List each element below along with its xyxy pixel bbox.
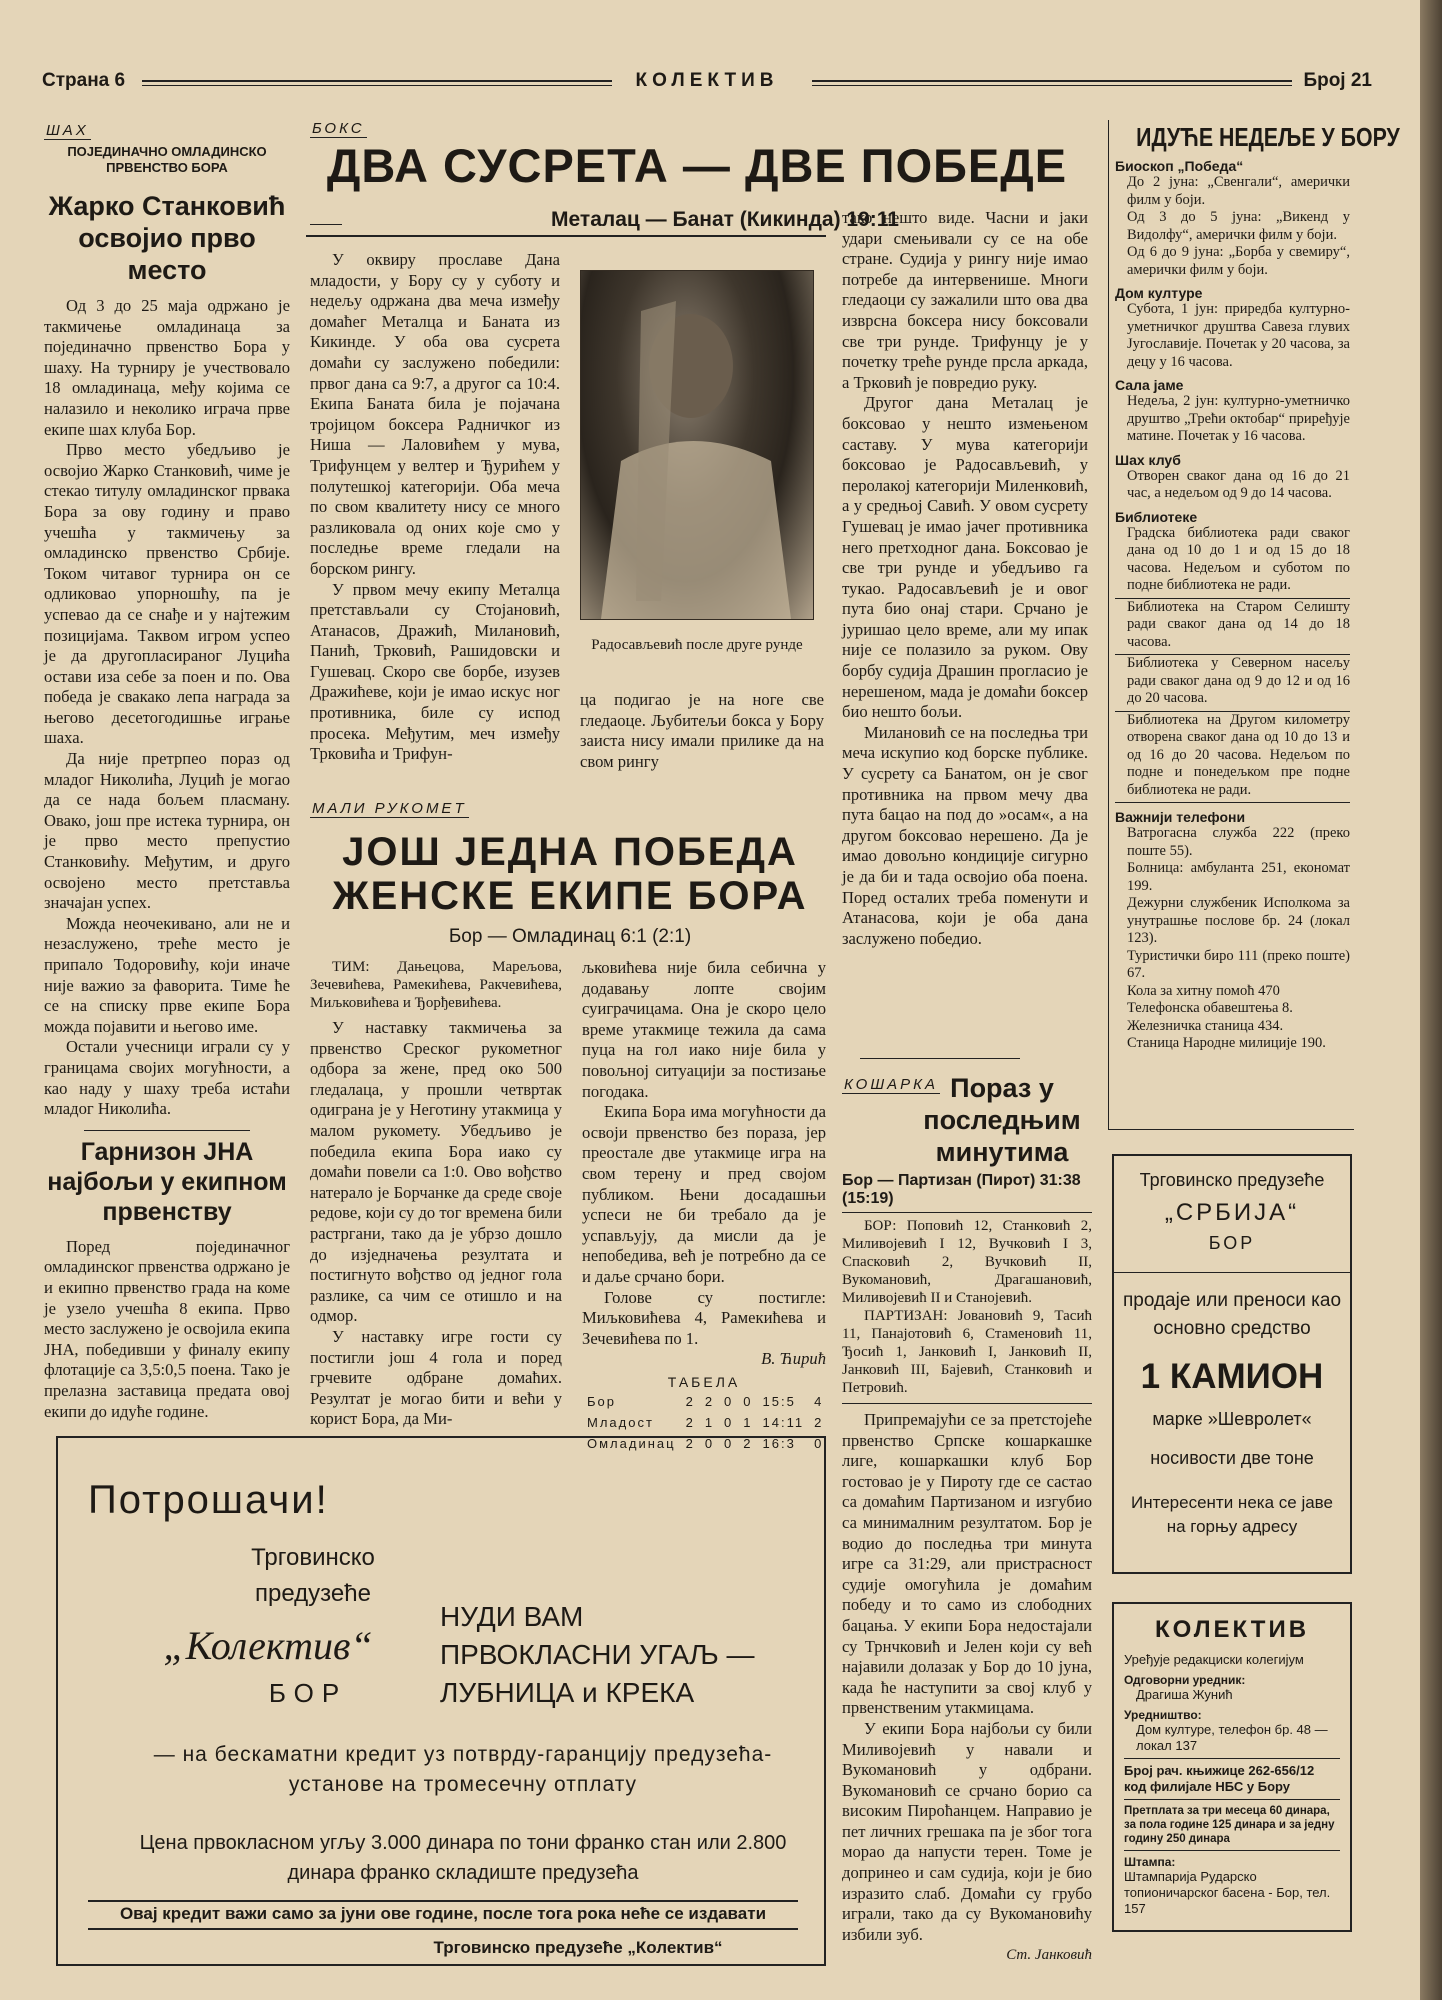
lineup-bor: БОР: Поповић 12, Станковић 2, Миливојевић I 12, Вучковић I 3, Спасковић 2, Вучковић II, Вукомановић, Драгашановић, Миливојевић II и Станојевић.	[842, 1218, 1092, 1306]
list-item: Ватрогасна служба 222 (преко поште 55).	[1127, 825, 1350, 859]
garrison-headline: Гарнизон ЈНА најбољи у екипном првенству	[47, 1137, 287, 1226]
standings-title: ТАБЕЛА	[667, 1373, 741, 1390]
table-row: Омладинац 2 0 0 2 16:3 0	[587, 1435, 824, 1451]
boxer-photo	[580, 270, 814, 620]
paragraph: У наставку такмичења за првенство Среског рукометног одбора за жене, пред око 500 гледалаца, у прошли четвртак одиграна је у Неготину утакмица у малом рукомету. Убедљиво је победила екипа Бора иако су домаћи повели са 1:0. Ово вођство натерало је Борчанке да среде своје редове, који су до тог времена били растргани, тако да је убрзо дошло до изједначења резултата и постигнуто вођство од једног гола разлике, са чим се отишло и на одмор.	[310, 1018, 562, 1326]
list-item: До 2 јуна: „Свенгали“, амерички филм у боји.	[1127, 174, 1350, 208]
handball-subhead: Бор — Омладинац 6:1 (2:1)	[448, 926, 692, 947]
boxing-col-1	[310, 250, 560, 765]
paragraph: Милановић се на последња три меча искупио код борске публике. У сусрету са Банатом, он је свог противника на првом мечу два пута бацао на под до »осам«, а на другом боксовао нерешено. Да је имао довољно кондиције сигурно је да би и тада освојио оба поена. Поред осталих треба поменути и Атанасова, који је оба дана заслужено победио.	[842, 722, 1088, 948]
next-week-box	[1108, 120, 1400, 1130]
editor-label: Одговорни уредник:	[1124, 1673, 1246, 1687]
print-label: Штампа:	[1124, 1855, 1176, 1869]
ad-greeting: Потрошачи!	[88, 1478, 329, 1522]
list-item: Туристички биро 111 (преко поште) 67.	[1127, 947, 1350, 981]
chess-body	[44, 296, 290, 1120]
boxing-headline: ДВА СУСРЕТА — ДВЕ ПОБЕДЕ	[326, 139, 1068, 192]
chess-headline: Жарко Станковић освојио прво место	[48, 191, 286, 285]
srbija-truck-ad	[1112, 1154, 1352, 1574]
ad-capacity: носивости две тоне	[1150, 1448, 1314, 1468]
chess-club-text: Отворен сваког дана од 16 до 21 час, а недељом од 9 до 14 часова.	[1127, 467, 1350, 501]
editor-name: Драгиша Жунић	[1136, 1687, 1233, 1702]
ad-signature: Трговинско предузеће „Колектив“	[433, 1938, 723, 1957]
print-text: Штампарија Рударско топионичарског басена - Бор, тел. 157	[1124, 1869, 1331, 1916]
list-item: Кола за хитну помоћ 470	[1127, 982, 1280, 999]
handball-col-2	[582, 958, 826, 1454]
list-item: Болница: амбуланта 251, економат 199.	[1127, 860, 1350, 894]
boxing-subhead: Металац — Банат (Кикинда) 19:11	[551, 208, 899, 231]
kolektiv-coal-ad	[56, 1436, 826, 1966]
next-week-title: ИДУЋЕ НЕДЕЉЕ У БОРУ	[1136, 122, 1400, 152]
table-row: Младост 2 1 0 1 14:11 2	[587, 1415, 824, 1431]
boxing-subhead-wrap	[310, 208, 899, 236]
handball-headline-1: ЈОШ ЈЕДНА ПОБЕДА	[342, 830, 798, 874]
ad-offer: НУДИ ВАМ ПРВОКЛАСНИ УГАЉ — ЛУБНИЦА и КРЕКА	[440, 1601, 755, 1708]
hall-heading: Сала јаме	[1115, 377, 1184, 393]
ad-credit: — на бескаматни кредит уз потврду-гаранцију предузећа-установе на тромесечну отплату	[153, 1743, 773, 1796]
list-item: Железничка станица 434.	[1127, 1017, 1284, 1034]
newspaper-title: КОЛЕКТИВ	[635, 70, 779, 91]
paragraph: У екипи Бора најбољи су били Миливојевић у навали и Вукомановић у одбрани. Вукомановић се срчано борио са високим Пироћанцем. Направио је пет личних грешака па је због тога морао да напусти терен. Томе је допринео и сам судија, који је био изразито слаб. Домаћи су грубо играли, тако да су Вукомановићу избили зуб.	[842, 1718, 1092, 1944]
paragraph: тако нешто виде. Часни и јаки удари смењивали су се на обе стране. Судија у рингу није имао потребе да интервенише. Многи гледаоци су зажалили што ова два изврсна боксера нису боксовали све три рунде. Трифунцу је у почетку треће рунде прсла аркада, а Трковић је повредио руку.	[842, 208, 1088, 392]
list-item: Од 6 до 9 јуна: „Борба у свемиру“, амерички филм у боји.	[1127, 244, 1350, 278]
handball-headline-2: ЖЕНСКЕ ЕКИПЕ БОРА	[332, 874, 808, 918]
chess-club-heading: Шах клуб	[1115, 451, 1181, 468]
paragraph: Да није претрпео пораз од младог Николића, Луцић је могао да се нада бољем пласману. Овако, још пре истека турнира, он је прво место препустио Станковићу. Међутим, и друго освојено место претставља значајан успех.	[44, 749, 290, 913]
section-label-boxing: БОКС	[312, 120, 365, 137]
imprint-line: Уређује редакциски колегијум	[1124, 1652, 1304, 1667]
section-label-basketball: КОШАРКА	[844, 1076, 939, 1093]
basketball-lineups	[842, 1217, 1092, 1397]
imprint-title: КОЛЕКТИВ	[1154, 1616, 1310, 1643]
cinema-heading: Биоскоп „Победа“	[1115, 158, 1244, 174]
paragraph: Поред појединачног омладинског првенства одржано је и екипно првенство града на коме је узело учешћа 8 екипа. Прво место заслужено је освојила екипа ЈНА, победивши у финалу екипу флотације са 3,5:0,5 поена. Тако је прелазна заставица предата овој екипи до идуће године.	[44, 1236, 290, 1421]
culture-text: Субота, 1 јун: приредба културно-уметничког друштва Савеза глувих Југославије. Почетак у 20 часова, за децу у 16 часова.	[1127, 301, 1350, 370]
basketball-headline: Пораз у последњим минутима	[923, 1073, 1081, 1167]
office-label: Уредништво:	[1124, 1708, 1202, 1722]
ad-offer: продаје или преноси као основно средство	[1122, 1290, 1342, 1339]
section-label-handball: МАЛИ РУКОМЕТ	[312, 800, 467, 817]
basketball-article	[842, 1072, 1092, 1964]
libraries-heading: Библиотеке	[1115, 508, 1198, 525]
list-item: Библиотека на Другом километру отворена сваког дана од 10 до 13 и од 16 до 20 часова. Недељом по подне и понедељком пре подне библиотека не ради.	[1115, 712, 1350, 804]
list-item: Библиотека у Северном насељу ради сваког дана од 9 до 12 и од 16 до 20 часова.	[1115, 655, 1350, 712]
handball-col-1	[310, 958, 562, 1430]
subscription-text: Претплата за три месеца 60 динара, за пола године 125 динара и за једну годину 250 динара	[1124, 1805, 1335, 1845]
paragraph: Припремајући се за претстојеће првенство Српске кошаркашке лиге, кошаркашки клуб Бор гостовао је у Пироту где се састао са домаћим Партизаном и изгубио са минималним резултатом. Бор је водио до последња три минута игре са 31:29, али пристрасност судије омогућила је домаћим победу и то само из слободних бацања. У екипи Бора недостајали су Трнчковић и Јелен који су већ најавили долазак у Бор до 10 јуна, када ће наступити за свој клуб у првенственим утакмицама.	[842, 1410, 1092, 1718]
ad-brand: марке »Шевролет«	[1152, 1409, 1312, 1429]
handball-author: В. Ћирић	[761, 1349, 826, 1369]
ad-org-city: БОР	[268, 1678, 348, 1708]
basketball-subhead: Бор — Партизан (Пирот) 31:38 (15:19)	[842, 1172, 1081, 1207]
ad-org-type: Трговинско предузеће	[251, 1544, 375, 1607]
boxing-col-3	[842, 208, 1088, 949]
imprint-box	[1112, 1602, 1352, 1932]
ad-validity: Овај кредит важи само за јуни ове године, после тога рока неће се издавати	[119, 1904, 767, 1923]
paragraph: Можда неочекивано, али не и незаслужено, треће место је припало Тодоровићу, који иначе није важио за фаворита. Тиме ће се на списку прве екипе Бора можда појавити и његово име.	[44, 913, 290, 1036]
paragraph: љковићева није била себична у додавању лопте својим суиграчицама. Она је скоро цело време утакмице тежила да сама пуца на гол иако није била у повољној ситуацији за постизање погодака.	[582, 958, 826, 1101]
paragraph: Прво место убедљиво је освојио Жарко Станковић, чиме је стекао титулу омладинског првака Бора за ову годину и право учешћа у такмичењу за омладинско првенство Србије. Током читавог турнира он се одликовао упорношћу, па је успевао да се снађе и у најтежим позицијама. Таквом игром успео је да другопласираног Луцића остави иза себе за поен и по. Ова победа је свакако лепа награда за његово десетогодишње играње шаха.	[44, 440, 290, 748]
lineup-partizan: ПАРТИЗАН: Јовановић 9, Тасић 11, Панајотовић 6, Стаменовић 11, Ђосић 1, Јанковић I, Јанковић II, Јанковић III, Бајевић, Станковић и Петровић.	[842, 1308, 1092, 1396]
ad-contact: Интересенти нека се јаве на горњу адресу	[1131, 1493, 1333, 1536]
paragraph: Голове су постигле: Миљковићева 4, Рамекићева и Зечевићева по 1.	[582, 1287, 826, 1348]
paragraph: Остали учесници играли су у границама својих могућности, а као наду у шаху треба истаћи младог Николића.	[44, 1037, 290, 1119]
table-row: Бор 2 2 0 0 15:5 4	[587, 1394, 824, 1410]
paragraph: Другог дана Металац је боксовао у нешто измењеном саставу. У мува категорији боксовао је Радосављевић, у перолакој категорији Миленковић, а у средњој Савић. У овом сусрету Гушевац је имао јачег противника него претходног дана. Боксовао је све три рунде и убедљиво га тукао. Радосављевић је и овог пута био онај стари. Срчано је јуришао цело време, али му ипак није се полазило за руком. Ову борбу судија Драшин прогласио је нерешеном, мада је домаћи боксер био нешто бољи.	[842, 393, 1088, 722]
phones-heading: Важнији телефони	[1115, 809, 1246, 825]
ad-org-type: Трговинско предузеће	[1139, 1170, 1325, 1190]
page-edge	[1420, 0, 1442, 2000]
garrison-body	[44, 1237, 290, 1422]
page-number: Страна 6	[42, 70, 126, 91]
list-item: Библиотека на Старом Селишту ради сваког дана од 14 до 18 часова.	[1115, 599, 1350, 656]
account-text: Број рач. књижице 262-656/12 код филијале НБС у Бору	[1124, 1763, 1315, 1794]
page-header	[42, 66, 1372, 102]
list-item: Градска библиотека ради сваког дана од 10 до 1 и од 15 до 18 часова. Недељом и суботом по подне библиотека не ради.	[1115, 525, 1350, 599]
section-label-chess: ШАХ	[46, 122, 89, 139]
basketball-body	[842, 1410, 1092, 1945]
paragraph: У оквиру прославе Дана младости, у Бору су у суботу и недељу одржана два меча између домаћег Металца и Баната из Кикинде. У оба ова сусрета домаћи су заслужено победили: првог дана са 9:7, а другог са 10:4. Екипа Баната била је појачана тројицом боксера Радничког из Ниша — Лаловићем у мува, Трифунцем у велтер и Ђурићем у полутешкој категорији. Оба меча по свом квалитету нису се много разликовала од оних које смо у последње време гледали на борском рингу.	[310, 250, 560, 578]
issue-number: Број 21	[1303, 70, 1372, 91]
office-text: Дом културе, телефон бр. 48 — локал 137	[1136, 1722, 1328, 1753]
photo-caption: Радосављевић после друге рунде	[591, 637, 803, 653]
paragraph: Екипа Бора има могућности да освоји првенство без пораза, јер преостале две утакмице игра на свом терену и пред својом публиком. Њени досадашњи успеси не би требало да је успављују, да мисли да је непобедива, већ је потребно да се и даље срчано бори.	[582, 1102, 826, 1286]
paragraph: Од 3 до 25 маја одржано је такмичење омладинаца за појединачно првенство Бора у шаху. На турниру је учествовало 18 омладинаца, међу којима се налазило и неколико играча прве екипе шах клуба Бор.	[44, 296, 290, 439]
basketball-author: Ст. Јанковић	[1006, 1947, 1092, 1964]
ad-org-name: „СРБИЈА“	[1164, 1199, 1300, 1226]
hall-text: Недеља, 2 јун: културно-уметничко друштво „Трећи октобар“ приређује матине. Почетак у 16 часова.	[1127, 393, 1350, 444]
list-item: Станица Народне милиције 190.	[1127, 1035, 1326, 1051]
boxing-col-2-tail: ца подигао је на ноге све гледаоце. Љубитељи бокса у Бору заиста нису имали прилике да на свом рингу	[580, 690, 824, 771]
chess-kicker: ПОЈЕДИНАЧНО ОМЛАДИНСКО ПРВЕНСТВО БОРА	[67, 144, 267, 175]
ad-price: Цена првокласном угљу 3.000 динара по тони франко стан или 2.800 динара франко складиште предузећа	[139, 1832, 787, 1884]
boxer-silhouette-icon	[581, 271, 813, 619]
ad-org-name: „Колектив“	[163, 1623, 373, 1668]
ad-item: 1 КАМИОН	[1140, 1357, 1324, 1396]
list-item: Од 3 до 5 јуна: „Викенд у Видолфу“, амерички филм у боји.	[1127, 209, 1350, 243]
boxing-section-label-wrap	[310, 120, 830, 138]
culture-heading: Дом културе	[1115, 285, 1203, 301]
list-item: Дежурни службеник Исполкома за унутрашње послове бр. 24 (локал 123).	[1127, 895, 1350, 946]
paragraph: У првом мечу екипу Металца претстављали су Стојановић, Атанасов, Дражић, Милановић, Панић, Трковић, Рашидовски и Гушевац. Скоро све борбе, изузев Дражићеве, који је имао искус ног противника, биле су испод просека. Међутим, меч између Трковића и Трифун-	[310, 579, 560, 764]
paragraph: У наставку игре гости су постигли још 4 гола и поред грчевите одбране домаћих. Резултат је могао бити и већи у корист Бора, да Ми-	[310, 1326, 562, 1429]
chess-article	[44, 122, 290, 1422]
list-item: Телефонска обавештења 8.	[1127, 1000, 1293, 1016]
header-rule-right	[812, 80, 1292, 86]
handball-article	[310, 800, 830, 948]
handball-team: ТИМ: Дањецова, Марељова, Зечевићева, Рамекићева, Ракчевићева, Миљковићева и Ђорђевићева.	[310, 959, 562, 1011]
ad-org-city: БОР	[1208, 1233, 1256, 1253]
